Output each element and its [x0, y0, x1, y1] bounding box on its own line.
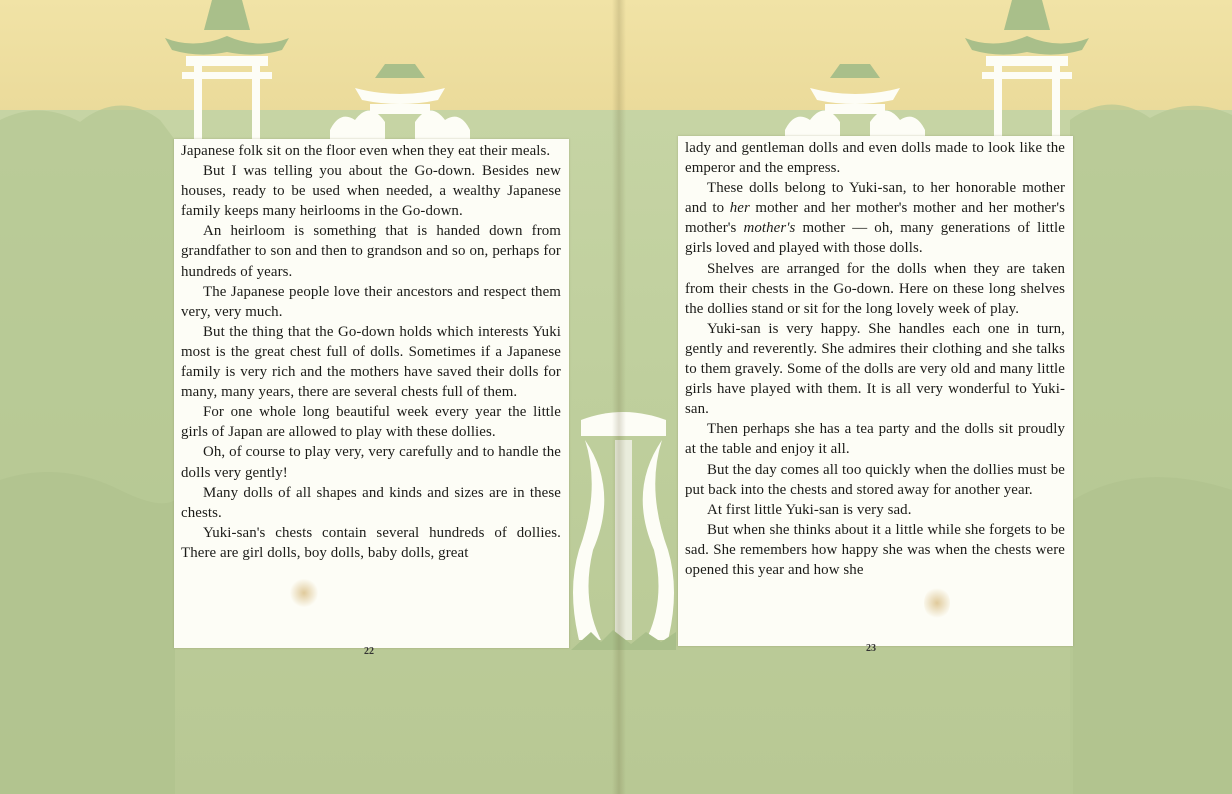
paragraph: The Japanese people love their ancestors and respect them very, very much.: [181, 283, 561, 320]
paragraph: [685, 178, 1065, 258]
right-page-number: 23: [866, 643, 876, 654]
right-pagoda-icon: [960, 0, 1095, 145]
text-run: These dolls belong to Yuki-san, to her honorable mother and to: [685, 180, 1065, 217]
left-page-text: [181, 141, 561, 563]
right-temple-icon: [785, 60, 925, 142]
age-stain: [290, 578, 318, 608]
paragraph: Oh, of course to play very, very carefully and to handle the dolls very gently!: [181, 444, 561, 481]
paragraph: lady and gentleman dolls and even dolls made to look like the emperor and the empress.: [685, 140, 1065, 177]
paragraph: But I was telling you about the Go-down. Besides new houses, ready to be used when needed, a wealthy Japanese family keeps many heirlooms in the Go-down.: [181, 163, 561, 220]
paragraph: Yuki-san's chests contain several hundreds of dollies. There are girl dolls, boy dolls, baby dolls, great: [181, 524, 561, 561]
paragraph: An heirloom is something that is handed down from grandfather to son and then to grandson and so on, perhaps for hundreds of years.: [181, 223, 561, 280]
paragraph: Yuki-san is very happy. She handles each one in turn, gently and reverently. She admires their clothing and she talks to them gravely. Some of the dolls are very old and many little girls have played with them. It is all very wonderful to Yuki-san.: [685, 320, 1065, 418]
left-temple-icon: [330, 60, 470, 142]
book-gutter: [612, 0, 626, 794]
paragraph: But the thing that the Go-down holds which interests Yuki most is the great chest full of dolls. Sometimes if a Japanese family is very rich and the mothers have saved their dolls for many, many years, there are several chests full of them.: [181, 323, 561, 401]
paragraph: For one whole long beautiful week every year the little girls of Japan are allowed to play with these dollies.: [181, 404, 561, 441]
emphasis: mother's: [743, 220, 796, 237]
paragraph: Shelves are arranged for the dolls when they are taken from their chests in the Go-down. Here on these long shelves the dollies stand or sit for the long lovely week of play.: [685, 260, 1065, 317]
age-stain: [924, 586, 950, 620]
paragraph: But the day comes all too quickly when the dollies must be put back into the chests and stored away for another year.: [685, 461, 1065, 498]
text-run: mother and her mother's mother and her mother's mother's: [685, 200, 1065, 237]
paragraph: Many dolls of all shapes and kinds and sizes are in these chests.: [181, 484, 561, 521]
paragraph: But when she thinks about it a little while she forgets to be sad. She remembers how happy she was when the chests were opened this year and how she: [685, 521, 1065, 578]
paragraph: At first little Yuki-san is very sad.: [707, 501, 912, 518]
emphasis: her: [729, 200, 750, 217]
text-run: mother — oh, many generations of little girls loved and played with those dolls.: [685, 220, 1065, 257]
paragraph: Then perhaps she has a tea party and the dolls sit proudly at the table and enjoy it all.: [685, 421, 1065, 458]
left-page-number: 22: [364, 646, 374, 657]
left-pagoda-icon: [160, 0, 295, 145]
right-page-text: [685, 138, 1065, 580]
paragraph: Japanese folk sit on the floor even when they eat their meals.: [181, 143, 551, 159]
